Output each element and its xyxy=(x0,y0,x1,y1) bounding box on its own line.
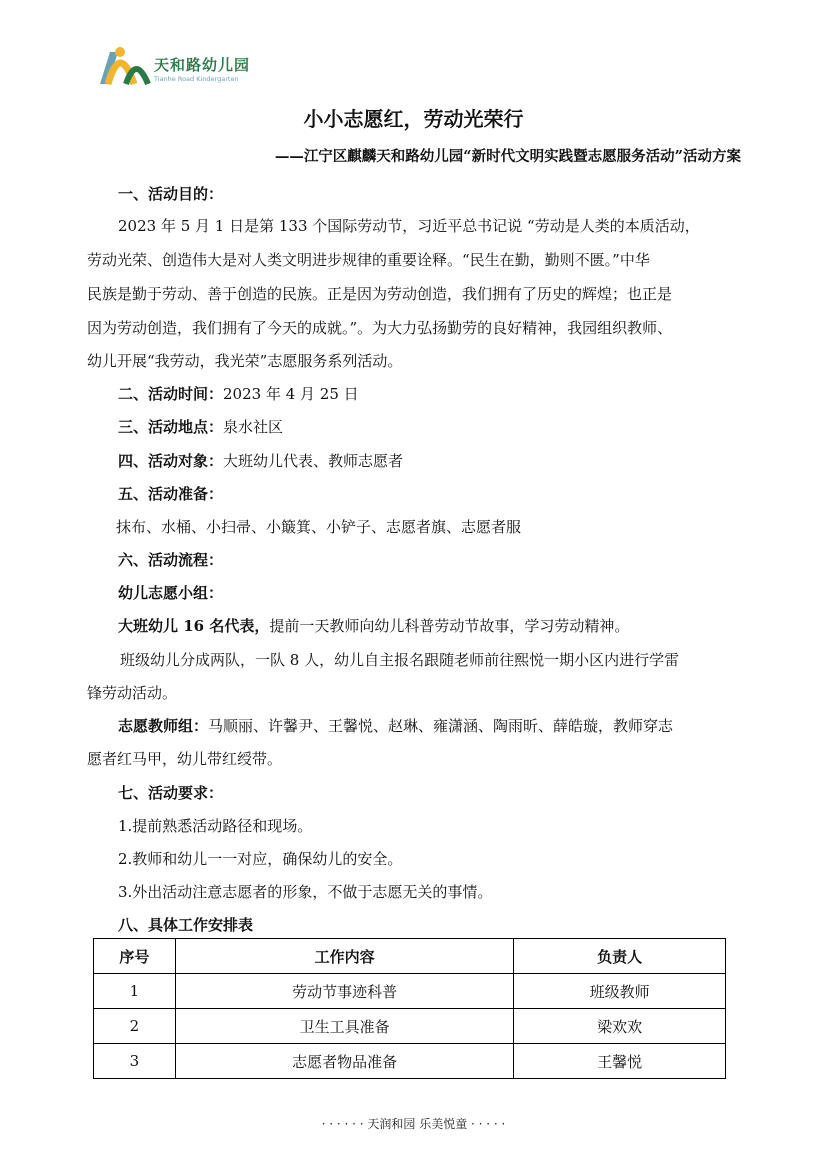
table-cell: 3 xyxy=(94,1044,176,1079)
table-cell: 志愿者物品准备 xyxy=(175,1044,513,1079)
requirement-item: 2.教师和幼儿一一对应，确保幼儿的安全。 xyxy=(118,850,403,868)
logo-subtitle: Tianhe Road Kindergarten xyxy=(154,75,239,83)
section6-teachers-text: 马顺丽、许馨尹、王馨悦、赵琳、雍潇涵、陶雨昕、薛皓璇，教师穿志 xyxy=(208,717,674,735)
section6-reps xyxy=(118,615,629,636)
section1-heading: 一、活动目的： xyxy=(118,185,224,203)
requirement-item: 3.外出活动注意志愿者的形象，不做于志愿无关的事情。 xyxy=(118,883,493,901)
logo-name: 天和路幼儿园 xyxy=(154,56,251,74)
table-cell: 梁欢欢 xyxy=(514,1009,726,1044)
section2-heading: 二、活动时间： xyxy=(118,385,224,403)
section2 xyxy=(118,383,359,404)
table-header-cell: 工作内容 xyxy=(175,939,513,974)
table-header-cell: 序号 xyxy=(94,939,176,974)
section4-heading: 四、活动对象： xyxy=(118,452,224,470)
section6-teachers-bold: 志愿教师组： xyxy=(118,717,209,735)
section4 xyxy=(118,450,403,471)
table-cell: 卫生工具准备 xyxy=(175,1009,513,1044)
table-header-row xyxy=(94,939,726,974)
table-row xyxy=(94,1009,726,1044)
table-cell: 2 xyxy=(94,1009,176,1044)
kindergarten-logo xyxy=(96,44,276,90)
section5-heading: 五、活动准备： xyxy=(118,485,224,503)
section1-line: 民族是勤于劳动、善于创造的民族。正是因为劳动创造，我们拥有了历史的辉煌；也正是 xyxy=(87,285,673,303)
table-cell: 劳动节事迹科普 xyxy=(175,974,513,1009)
section6-reps-bold: 大班幼儿 16 名代表， xyxy=(118,617,270,635)
section1-line: 劳动光荣、创造伟大是对人类文明进步规律的重要诠释。“民生在勤，勤则不匮。”中华 xyxy=(87,251,650,269)
section6-teams-line2: 锋劳动活动。 xyxy=(87,684,178,702)
section8-heading: 八、具体工作安排表 xyxy=(118,916,254,934)
section6-teams-line1: 班级幼儿分成两队，一队 8 人，幼儿自主报名跟随老师前往熙悦一期小区内进行学雷 xyxy=(120,651,680,669)
table-cell: 班级教师 xyxy=(514,974,726,1009)
section6-teachers-line2: 愿者红马甲，幼儿带红绶带。 xyxy=(87,750,283,768)
section4-value: 大班幼儿代表、教师志愿者 xyxy=(223,452,404,470)
requirement-item: 1.提前熟悉活动路径和现场。 xyxy=(118,817,313,835)
logo-arch-icon xyxy=(96,44,154,90)
section2-value: 2023 年 4 月 25 日 xyxy=(223,385,359,403)
section3-heading: 三、活动地点： xyxy=(118,418,224,436)
section1-line: 2023 年 5 月 1 日是第 133 个国际劳动节，习近平总书记说 “劳动是人类的本质活动， xyxy=(118,217,700,235)
section3 xyxy=(118,416,283,437)
section5-value: 抹布、水桶、小扫帚、小簸箕、小铲子、志愿者旗、志愿者服 xyxy=(116,518,522,536)
section6-heading: 六、活动流程： xyxy=(118,551,224,569)
table-row xyxy=(94,1044,726,1079)
table-row xyxy=(94,974,726,1009)
table-cell: 王馨悦 xyxy=(514,1044,726,1079)
section6-teachers xyxy=(118,715,673,736)
section6-reps-text: 提前一天教师向幼儿科普劳动节故事，学习劳动精神。 xyxy=(269,617,630,635)
section3-value: 泉水社区 xyxy=(223,418,284,436)
section1-line: 幼儿开展“我劳动，我光荣”志愿服务系列活动。 xyxy=(87,352,403,370)
section1-line: 因为劳动创造，我们拥有了今天的成就。”。为大力弘扬勤劳的良好精神，我园组织教师、 xyxy=(87,319,673,337)
table-cell: 1 xyxy=(94,974,176,1009)
page-subtitle: ——江宁区麒麟天和路幼儿园“新时代文明实践暨志愿服务活动”活动方案 xyxy=(274,148,741,165)
section7-heading: 七、活动要求： xyxy=(118,784,224,802)
table-header-cell: 负责人 xyxy=(514,939,726,974)
section6-group-heading: 幼儿志愿小组： xyxy=(118,584,224,602)
work-schedule-table xyxy=(93,938,726,1079)
page-footer: · · · · · · 天润和园 乐美悦童 · · · · · xyxy=(321,1117,506,1131)
page-title: 小小志愿红，劳动光荣行 xyxy=(303,107,524,131)
